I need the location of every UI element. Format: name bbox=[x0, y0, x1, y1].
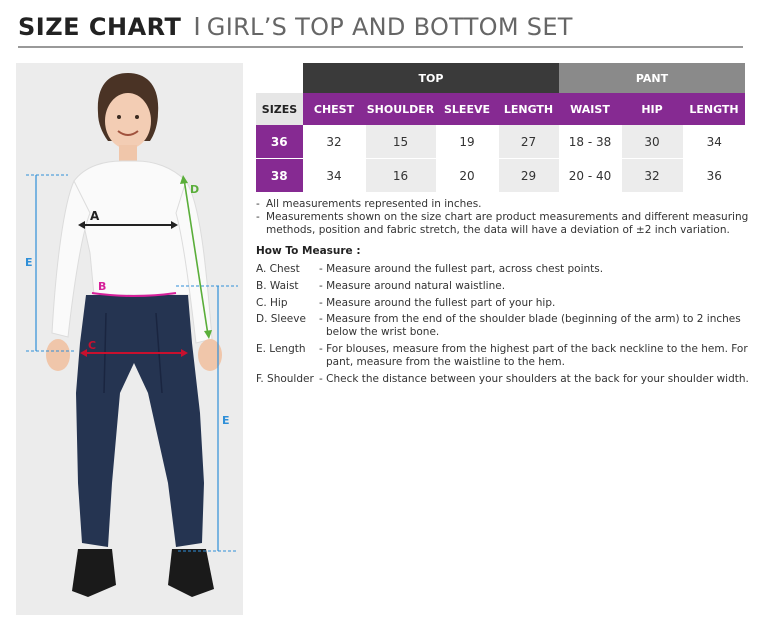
measure-text: - For blouses, measure from the highest part of the back neckline to the hem. For pant, measure from the waistline to the hem. bbox=[319, 343, 748, 368]
table-row bbox=[256, 159, 745, 193]
measure-text: - Measure around the fullest part, across chest points. bbox=[319, 263, 604, 275]
table-cell: 20 bbox=[436, 159, 498, 193]
page-title bbox=[18, 12, 573, 41]
note-text: All measurements represented in inches. bbox=[266, 198, 482, 210]
table-cell: 36 bbox=[683, 159, 745, 193]
column-header: CHEST bbox=[303, 93, 365, 125]
measure-label: A. Chest bbox=[256, 263, 300, 275]
title-subtitle: GIRL’S TOP AND BOTTOM SET bbox=[206, 13, 573, 41]
measure-label: F. Shoulder bbox=[256, 373, 314, 385]
size-cell: 36 bbox=[256, 125, 303, 159]
measure-text: - Check the distance between your shoulders at the back for your shoulder width. bbox=[319, 373, 749, 385]
table-cell: 18 - 38 bbox=[559, 125, 621, 159]
table-cell: 30 bbox=[621, 125, 683, 159]
column-header: LENGTH bbox=[683, 93, 745, 125]
note-text: Measurements shown on the size chart are product measurements and different measuring methods, position and fabric stretch, the data will have a deviation of ±2 inch variation. bbox=[266, 211, 749, 236]
label-e-right: E bbox=[222, 414, 230, 427]
note-item: - All measurements represented in inches. bbox=[256, 198, 482, 210]
model-photo bbox=[16, 63, 243, 615]
title-bold: SIZE CHART bbox=[18, 13, 182, 41]
group-header-pant: PANT bbox=[559, 63, 745, 93]
table-cell: 15 bbox=[365, 125, 436, 159]
table-cell: 20 - 40 bbox=[559, 159, 621, 193]
size-table bbox=[256, 63, 745, 192]
measure-text: - Measure around the fullest part of your hip. bbox=[319, 297, 556, 309]
label-a: A bbox=[90, 209, 100, 223]
how-to-heading: How To Measure : bbox=[256, 245, 361, 257]
table-cell: 34 bbox=[683, 125, 745, 159]
column-header: HIP bbox=[621, 93, 683, 125]
table-cell: 19 bbox=[436, 125, 498, 159]
label-d: D bbox=[190, 183, 200, 196]
measure-label: E. Length bbox=[256, 343, 306, 355]
table-cell: 16 bbox=[365, 159, 436, 193]
table-row bbox=[256, 125, 745, 159]
label-b: B bbox=[98, 280, 107, 293]
table-cell: 27 bbox=[498, 125, 559, 159]
measure-text: - Measure from the end of the shoulder blade (beginning of the arm) to 2 inches below the wrist bone. bbox=[319, 313, 741, 338]
title-separator: I bbox=[193, 12, 201, 41]
table-cell: 34 bbox=[303, 159, 365, 193]
column-header: LENGTH bbox=[498, 93, 559, 125]
model-illustration bbox=[16, 63, 243, 615]
title-divider bbox=[18, 46, 743, 48]
size-cell: 38 bbox=[256, 159, 303, 193]
measure-label: C. Hip bbox=[256, 297, 288, 309]
group-header-top: TOP bbox=[303, 63, 559, 93]
notes bbox=[256, 198, 756, 237]
table-cell: 32 bbox=[303, 125, 365, 159]
label-c: C bbox=[88, 339, 97, 352]
measure-text: - Measure around natural waistline. bbox=[319, 280, 506, 292]
note-item: - Measurements shown on the size chart are product measurements and different measuring methods, position and fabric stretch, the data will have a deviation of ±2 inch variation. bbox=[256, 211, 749, 236]
column-header: SLEEVE bbox=[436, 93, 498, 125]
column-header: SIZES bbox=[256, 93, 303, 125]
table-cell: 32 bbox=[621, 159, 683, 193]
column-header: WAIST bbox=[559, 93, 621, 125]
measure-label: D. Sleeve bbox=[256, 313, 306, 325]
label-e-left: E bbox=[25, 256, 33, 269]
measure-label: B. Waist bbox=[256, 280, 299, 292]
column-header: SHOULDER bbox=[365, 93, 436, 125]
table-cell: 29 bbox=[498, 159, 559, 193]
